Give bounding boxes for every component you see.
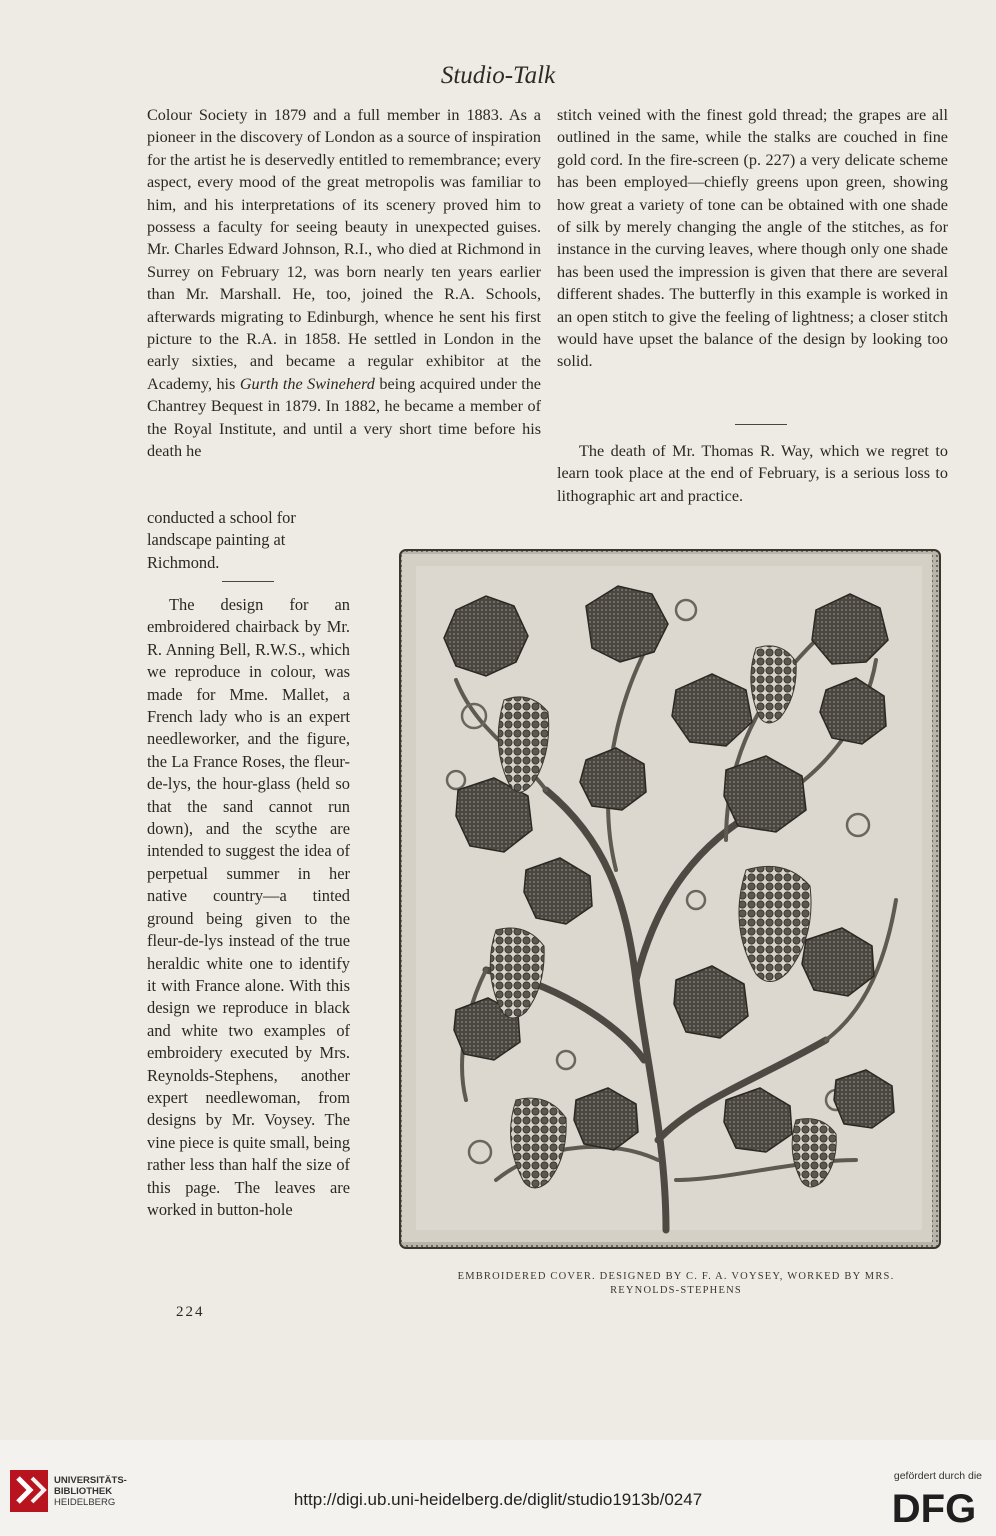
left-column-narrow-end: conducted a school for landscape painting at Richmond. [147,508,296,572]
section-divider [735,424,787,425]
figure-caption: EMBROIDERED COVER. DESIGNED BY C. F. A. VOYSEY, WORKED BY MRS. REYNOLDS-STEPHENS [457,1271,895,1296]
section-divider [222,581,274,582]
dfg-logo-icon [886,1486,982,1528]
digitization-footer [0,1440,996,1536]
left-column-text [147,104,541,463]
right-column-text [557,104,948,373]
svg-text:DFG: DFG [891,1487,977,1528]
right-column-text-2 [557,440,948,507]
left-column-narrow-text [147,594,350,1221]
paragraph-way: The death of Mr. Thomas R. Way, which we regret to learn took place at the end of February, is a serious loss to lithographic art and practice. [557,442,948,505]
embroidered-cover-image [396,540,946,1252]
running-title: Studio-Talk [440,62,556,89]
page-number: 224 [176,1304,205,1320]
paragraph-stitch: stitch veined with the finest gold thread; the grapes are all outlined in the same, while the stalks are couched in fine gold cord. In the fire-screen (p. 227) a very delicate scheme has been employed—chiefly greens upon green, showing how great a variety of tone can be obtained with one shade of silk by merely changing the angle of the stitches, as for instance in the curving leaves, where though only one shade has been used the impression is given that there are several different shades. The butterfly in this example is worked in an open stitch to give the feeling of lightness; a closer stitch would have upset the balance of the design by looking too solid. [557,106,948,371]
paragraph-johnson: Colour Society in 1879 and a full member in 1883. As a pioneer in the discovery of London as a source of inspiration for the artist he is deservedly entitled to remembrance; every aspect, every mood of the great metropolis was familiar to him, and his interpretations of its scenery proved him to possess a faculty for seeing beauty in unexpected guises. Mr. Charles Edward Johnson, R.I., who died at Richmond in Surrey on February 12, was born nearly ten years earlier than Mr. Marshall. He, too, joined the R.A. Schools, afterwards migrating to Edinburgh, whence he sent his first picture to the R.A. in 1858. He settled in London in the early sixties, and became a regular exhibitor at the Academy, his Gurth the Swineherd being acquired under the Chantrey Bequest in 1879. In 1882, he became a member of the Royal Institute, and until a very short time before his death he [147,106,541,461]
paragraph-embroidery: The design for an embroidered chairback by Mr. R. Anning Bell, R.W.S., which we reproduce in colour, was made for Mme. Mallet, a French lady who is an expert needleworker, and the figure, the La France Roses, the fleur-de-lys, the hour-glass (held so that the sand cannot run down), and the scythe are intended to suggest the idea of perpetual summer in her native country—a tinted ground being given to the fleur-de-lys instead of the true heraldic white one to identify it with France alone. With this design we reproduce in black and white two examples of embroidery executed by Mrs. Reynolds-Stephens, another expert needlewoman, from designs by Mr. Voysey. The vine piece is quite small, being rather less than half the size of this page. The leaves are worked in button-hole [147,595,351,1219]
library-name: UNIVERSITÄTS- BIBLIOTHEK HEIDELBERG [54,1475,127,1508]
sponsor-label: gefördert durch die [893,1470,982,1482]
artwork-title: Gurth the Swineherd [239,374,375,393]
source-url-link[interactable]: http://digi.ub.uni-heidelberg.de/diglit/studio1913b/0247 [293,1490,703,1509]
